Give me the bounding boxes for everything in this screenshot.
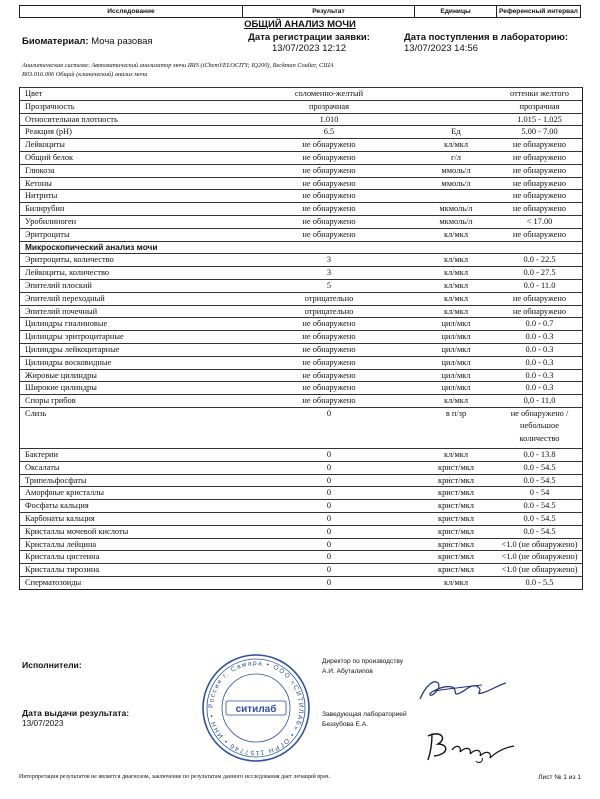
table-row xyxy=(20,563,582,576)
units: кл/мкл xyxy=(443,229,469,239)
table-row xyxy=(20,279,582,292)
head-signature xyxy=(422,728,522,764)
table-row xyxy=(20,330,582,343)
table-row xyxy=(20,228,582,241)
units: крист/мкл xyxy=(438,513,474,523)
table-row xyxy=(20,538,582,551)
section-heading xyxy=(20,241,582,254)
result-value: 0 xyxy=(326,408,332,418)
table-row xyxy=(20,113,582,126)
units xyxy=(415,88,497,100)
director-block xyxy=(322,657,403,677)
test-name: Кристаллы цистеина xyxy=(25,552,100,562)
result-value: не обнаружено xyxy=(302,357,356,367)
reference-interval: 1.015 - 1.025 xyxy=(517,114,562,124)
test-name: Карбонаты кальция xyxy=(25,513,95,523)
table-row xyxy=(20,253,582,266)
table-row xyxy=(20,525,582,538)
reference-interval: <1.0 (не обнаружено) xyxy=(501,565,578,575)
table-row-mucus xyxy=(20,407,582,448)
table-row xyxy=(20,305,582,318)
reference-interval: 0.0 - 54.5 xyxy=(523,462,556,472)
table-row xyxy=(20,177,582,190)
reference-interval: не обнаружено xyxy=(512,306,567,316)
test-name: Эпителий почечный xyxy=(25,306,98,316)
table-row xyxy=(20,343,582,356)
result-value: не обнаружено xyxy=(302,191,356,201)
units: крист/мкл xyxy=(438,526,474,536)
test-name: Оксалаты xyxy=(25,462,60,472)
units: кл/мкл xyxy=(443,396,469,406)
units: в п/зр xyxy=(445,408,467,418)
units: цил/мкл xyxy=(441,332,471,342)
test-name: Эпителий переходный xyxy=(25,293,105,303)
units: крист/мкл xyxy=(438,475,474,485)
reference-interval: не обнаружено xyxy=(512,165,567,175)
head-title: Заведующая лабораторией xyxy=(322,711,407,718)
table-row xyxy=(20,512,582,525)
result-value: отрицательно xyxy=(304,293,354,303)
table-row xyxy=(20,486,582,499)
reference-interval: 0.0 - 0.3 xyxy=(525,344,554,354)
table-row xyxy=(20,461,582,474)
results-table xyxy=(19,87,583,590)
test-name: Слизь xyxy=(25,408,47,418)
test-name: Кристаллы мочевой кислоты xyxy=(25,526,129,536)
reference-interval: прозрачная xyxy=(519,101,560,111)
units: цил/мкл xyxy=(441,344,471,354)
reference-interval: не обнаружено xyxy=(512,178,567,188)
units: кл/мкл xyxy=(443,306,469,316)
reference-interval: 0.0 - 0.3 xyxy=(525,357,554,367)
reference-line: количество xyxy=(519,433,560,443)
issue-date-value: 13/07/2023 xyxy=(22,718,64,728)
lab-arrival-date xyxy=(404,32,584,54)
units: мкмоль/л xyxy=(439,216,473,226)
table-row xyxy=(20,356,582,369)
table-row xyxy=(20,138,582,151)
result-value: 0 xyxy=(326,577,332,587)
result-value: не обнаружено xyxy=(302,344,356,354)
table-row xyxy=(20,499,582,512)
result-value: 0 xyxy=(326,475,332,485)
registration-label: Дата регистрации заявки: xyxy=(248,32,370,43)
table-row xyxy=(20,292,582,305)
reference-interval: 0.0 - 54.5 xyxy=(523,475,556,485)
units: кл/мкл xyxy=(443,293,469,303)
result-value: 6.5 xyxy=(323,127,335,137)
director-signature xyxy=(412,675,512,705)
reference-interval: не обнаружено xyxy=(512,191,567,201)
result-value: 0 xyxy=(326,462,332,472)
result-value: 0 xyxy=(326,526,332,536)
result-value: 0 xyxy=(326,501,332,511)
result-value: 0 xyxy=(326,539,332,549)
table-row xyxy=(20,369,582,382)
test-name: Цилиндры гиалиновые xyxy=(25,319,108,329)
result-value: не обнаружено xyxy=(302,229,356,239)
result-value: не обнаружено xyxy=(302,370,356,380)
result-value: отрицательно xyxy=(304,306,354,316)
result-value: не обнаружено xyxy=(302,165,356,175)
result-value: 0 xyxy=(326,449,332,459)
units: цил/мкл xyxy=(441,357,471,367)
director-name: А.И. Абуталипов xyxy=(322,668,373,675)
reference-interval: 0.0 - 54.5 xyxy=(523,513,556,523)
reference-interval: не обнаружено xyxy=(512,229,567,239)
reference-interval: оттенки желтого xyxy=(510,89,569,98)
units xyxy=(415,101,497,113)
test-name: Сперматозоиды xyxy=(25,577,82,587)
table-row xyxy=(20,189,582,202)
header-reference: Референсный интервал xyxy=(499,8,578,15)
table-row xyxy=(20,550,582,563)
units: цил/мкл xyxy=(441,319,471,329)
table-row xyxy=(20,87,582,100)
test-name: Кристаллы тирозина xyxy=(25,565,100,575)
lab-arrival-value: 13/07/2023 14:56 xyxy=(404,43,478,54)
units xyxy=(415,114,497,126)
reference-interval: 0.0 - 0.3 xyxy=(525,383,554,393)
units xyxy=(415,190,497,202)
reference-interval: 0.0 - 54.5 xyxy=(523,501,556,511)
units: кл/мкл xyxy=(443,280,469,290)
sheet-number: Лист № 1 из 1 xyxy=(538,774,581,781)
table-row xyxy=(20,151,582,164)
table-row xyxy=(20,125,582,138)
result-value: 3 xyxy=(326,268,332,278)
units: цил/мкл xyxy=(441,370,471,380)
reference-interval: 0.0 - 5.5 xyxy=(525,577,554,587)
header-units: Единицы xyxy=(415,6,497,17)
reference-interval: 0.0 - 54.5 xyxy=(523,526,556,536)
result-value: 1.010 xyxy=(319,114,339,124)
result-value: 3 xyxy=(326,255,332,265)
director-title: Директор по производству xyxy=(322,658,404,665)
issue-date-block xyxy=(22,708,129,728)
reference-interval: не обнаружено xyxy=(512,140,567,150)
method-code-line: B03.016.006 Общий (клинический) анализ мочи xyxy=(22,71,148,78)
table-row xyxy=(20,474,582,487)
test-name: Эритроциты, количество xyxy=(25,255,114,265)
svg-text:Россия г. Самара • ООО «СИТИЛА: Россия г. Самара • ООО «СИТИЛАБ» • ОГРН 1157746 • ИНН • xyxy=(207,659,305,757)
test-name: Уробилиноген xyxy=(25,216,77,226)
table-row xyxy=(20,215,582,228)
result-value: 0 xyxy=(326,513,332,523)
units: крист/мкл xyxy=(438,462,474,472)
test-name: Фосфаты кальция xyxy=(25,501,89,511)
units: кл/мкл xyxy=(443,140,469,150)
result-value: 0 xyxy=(326,565,332,575)
result-value: 5 xyxy=(326,280,332,290)
test-name: Кетоны xyxy=(25,178,52,188)
test-name: Относительная плотность xyxy=(25,114,118,124)
result-value: не обнаружено xyxy=(302,319,356,329)
reference-interval: 0,0 - 11,0 xyxy=(523,396,556,406)
header-study: Исследование xyxy=(20,6,243,17)
test-name: Аморфные кристаллы xyxy=(25,488,105,498)
executors-label: Исполнители: xyxy=(22,660,82,670)
table-row xyxy=(20,381,582,394)
table-row xyxy=(20,317,582,330)
reference-interval: не обнаружено xyxy=(512,204,567,214)
units: г/л xyxy=(451,152,461,162)
lab-arrival-label: Дата поступления в лабораторию: xyxy=(404,32,568,43)
table-row xyxy=(20,576,582,589)
table-row xyxy=(20,266,582,279)
result-value: не обнаружено xyxy=(302,152,356,162)
test-name: Реакция (pH) xyxy=(25,127,72,137)
test-name: Эпителий плоский xyxy=(25,280,92,290)
stamp-text: ситилаб xyxy=(235,704,277,715)
result-value: не обнаружено xyxy=(302,178,356,188)
reference-interval: 5.00 - 7.00 xyxy=(521,127,558,137)
result-value: не обнаружено xyxy=(302,140,356,150)
biomaterial-label: Биоматериал: xyxy=(22,36,89,47)
result-value: не обнаружено xyxy=(302,396,356,406)
analyzer-line: Аналитическая система: Автоматический анализатор мочи IRIS (iChemVELOCITY; IQ200), Beckman Coulter, США xyxy=(22,62,334,69)
test-name: Эритроциты xyxy=(25,229,70,239)
units: крист/мкл xyxy=(438,565,474,575)
reference-interval xyxy=(497,408,582,448)
test-name: Споры грибов xyxy=(25,396,76,406)
reference-interval: 0.0 - 0.3 xyxy=(525,370,554,380)
units: мкмоль/л xyxy=(439,204,473,214)
result-value: не обнаружено xyxy=(302,332,356,342)
units: ммоль/л xyxy=(441,165,471,175)
test-name: Цилиндры эритроцитарные xyxy=(25,332,124,342)
test-name: Кристаллы лейцина xyxy=(25,539,97,549)
test-name: Трипельфосфаты xyxy=(25,475,87,485)
units: крист/мкл xyxy=(438,552,474,562)
section-title: Микроскопический анализ мочи xyxy=(25,241,158,252)
test-name: Цвет xyxy=(25,89,43,98)
table-row xyxy=(20,164,582,177)
test-name: Жировые цилиндры xyxy=(25,370,97,380)
result-value: 0 xyxy=(326,552,332,562)
test-name: Цилиндры лейкоцитарные xyxy=(25,344,120,354)
result-value: не обнаружено xyxy=(302,383,356,393)
reference-interval: < 17.00 xyxy=(526,216,553,226)
units: крист/мкл xyxy=(438,501,474,511)
report-title: ОБЩИЙ АНАЛИЗ МОЧИ xyxy=(244,19,356,30)
reference-interval: 0.0 - 22.5 xyxy=(523,255,556,265)
test-name: Нитриты xyxy=(25,191,58,201)
units: кл/мкл xyxy=(443,255,469,265)
units: Ед xyxy=(451,127,461,137)
test-name: Цилиндры восковидные xyxy=(25,357,112,367)
reference-interval: 0.0 - 13.8 xyxy=(523,449,556,459)
biomaterial-value: Моча разовая xyxy=(91,36,153,47)
analyzer-info xyxy=(22,61,462,79)
result-value: не обнаружено xyxy=(302,216,356,226)
reference-interval: не обнаружено xyxy=(512,293,567,303)
units: крист/мкл xyxy=(438,488,474,498)
result-value: соломенно-желтый xyxy=(294,89,364,98)
reference-interval: не обнаружено xyxy=(512,152,567,162)
result-value: не обнаружено xyxy=(302,204,356,214)
test-name: Общий белок xyxy=(25,152,74,162)
reference-interval: 0 - 54 xyxy=(529,488,550,498)
test-name: Билирубин xyxy=(25,204,65,214)
head-name: Беззубова Е.А. xyxy=(322,721,368,728)
test-name: Лейкоциты xyxy=(25,140,65,150)
reference-line: небольшое xyxy=(520,421,559,431)
table-row xyxy=(20,202,582,215)
test-name: Глюкоза xyxy=(25,165,55,175)
laboratory-stamp xyxy=(200,652,312,764)
footer xyxy=(19,774,581,781)
result-value: прозрачная xyxy=(309,101,349,111)
reference-interval: 0.0 - 0.7 xyxy=(525,319,554,329)
units: кл/мкл xyxy=(443,449,469,459)
reference-interval: 0.0 - 27.5 xyxy=(523,268,556,278)
table-row xyxy=(20,448,582,461)
reference-interval: <1.0 (не обнаружено) xyxy=(501,552,578,562)
issue-date-label: Дата выдачи результата: xyxy=(22,708,130,718)
units: кл/мкл xyxy=(443,577,469,587)
biomaterial xyxy=(22,36,153,47)
result-value: 0 xyxy=(326,488,332,498)
units: крист/мкл xyxy=(438,539,474,549)
footer-note: Интерпретация результатов не является диагнозом, заключение по результатам данного исследования дает лечащий врач. xyxy=(19,774,331,780)
units: цил/мкл xyxy=(441,383,471,393)
test-name: Прозрачность xyxy=(25,101,75,111)
units: кл/мкл xyxy=(443,268,469,278)
test-name: Широкие цилиндры xyxy=(25,383,97,393)
registration-date xyxy=(239,32,379,54)
header-result: Результат xyxy=(243,6,415,17)
reference-line: не обнаружено / xyxy=(510,408,569,418)
registration-value: 13/07/2023 12:12 xyxy=(272,43,346,54)
reference-interval: 0.0 - 11.0 xyxy=(523,280,556,290)
head-block xyxy=(322,710,407,730)
test-name: Лейкоциты, количество xyxy=(25,268,110,278)
table-row xyxy=(20,100,582,113)
table-header xyxy=(19,5,581,18)
units: ммоль/л xyxy=(441,178,471,188)
reference-interval: 0.0 - 0.3 xyxy=(525,332,554,342)
test-name: Бактерии xyxy=(25,449,59,459)
table-row xyxy=(20,394,582,407)
reference-interval: <1.0 (не обнаружено) xyxy=(501,539,578,549)
